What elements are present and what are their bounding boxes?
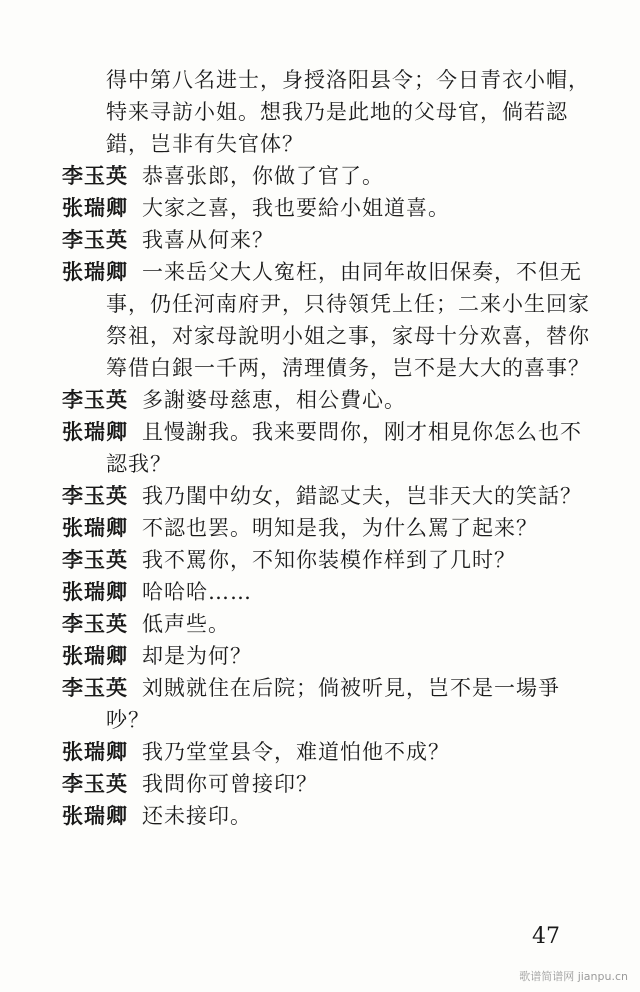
script-line [62,448,592,480]
script-line [62,320,592,352]
speaker-name: 李玉英 [62,387,128,412]
script-line [62,736,592,768]
line-text: 刘賊就住在后院；倘被听見，岂不是一場爭 [142,676,560,700]
line-text: 还未接印。 [142,804,252,828]
line-text: 我問你可曾接印？ [142,772,318,796]
line-text: 多謝婆母慈恵，相公費心。 [142,388,406,412]
script-line [62,288,592,320]
script-line [62,704,592,736]
script-line [62,160,592,192]
script-line [62,416,592,448]
script-line [62,512,592,544]
line-text: 特来寻訪小姐。想我乃是此地的父母官，倘若認 [106,100,568,124]
script-line [62,480,592,512]
script-line [62,192,592,224]
script-line [62,640,592,672]
line-text: 一来岳父大人寃枉，由同年故旧保奏，不但无 [142,260,582,284]
line-text: 吵？ [106,708,150,732]
script-line [62,128,592,160]
speaker-name: 李玉英 [62,675,128,700]
script-line [62,384,592,416]
speaker-name: 张瑞卿 [62,739,128,764]
speaker-name: 张瑞卿 [62,579,128,604]
script-line [62,544,592,576]
speaker-name: 李玉英 [62,483,128,508]
script-line [62,352,592,384]
page-number: 47 [532,924,560,949]
speaker-name: 李玉英 [62,163,128,188]
script-line [62,256,592,288]
line-text: 恭喜张郎，你做了官了。 [142,164,384,188]
script-line [62,224,592,256]
line-text: 得中第八名进士，身授洛阳县令；今日青衣小帽， [106,68,590,92]
line-text: 哈哈哈…… [142,580,252,604]
line-text: 低声些。 [142,612,230,636]
speaker-name: 张瑞卿 [62,259,128,284]
line-text: 事，仍任河南府尹，只待領凭上任；二来小生回家 [106,292,590,316]
speaker-name: 张瑞卿 [62,419,128,444]
script-line [62,96,592,128]
line-text: 我乃堂堂县令，难道怕他不成？ [142,740,450,764]
line-text: 我乃閨中幼女，錯認丈夫，岂非天大的笑話？ [142,484,582,508]
line-text: 祭祖，对家母說明小姐之事，家母十分欢喜，替你 [106,324,590,348]
speaker-name: 张瑞卿 [62,195,128,220]
line-text: 我喜从何来？ [142,228,274,252]
script-line [62,768,592,800]
line-text: 不認也罢。明知是我，为什么罵了起来？ [142,516,538,540]
script-line [62,672,592,704]
script-line [62,64,592,96]
script-line [62,608,592,640]
speaker-name: 张瑞卿 [62,803,128,828]
line-text: 且慢謝我。我来要問你，刚才相見你怎么也不 [142,420,582,444]
line-text: 大家之喜，我也要給小姐道喜。 [142,196,450,220]
script-body [62,64,592,832]
line-text: 我不罵你，不知你装模作样到了几时？ [142,548,516,572]
speaker-name: 李玉英 [62,611,128,636]
speaker-name: 张瑞卿 [62,515,128,540]
script-line [62,576,592,608]
speaker-name: 李玉英 [62,771,128,796]
line-text: 錯，岂非有失官体？ [106,132,304,156]
line-text: 却是为何？ [142,644,252,668]
script-line [62,800,592,832]
speaker-name: 张瑞卿 [62,643,128,668]
watermark: 歌谱简谱网 jianpu.cn [519,970,628,983]
speaker-name: 李玉英 [62,547,128,572]
line-text: 認我？ [106,452,172,476]
line-text: 筹借白銀一千两，淸理債务，岂不是大大的喜事？ [106,356,590,380]
speaker-name: 李玉英 [62,227,128,252]
